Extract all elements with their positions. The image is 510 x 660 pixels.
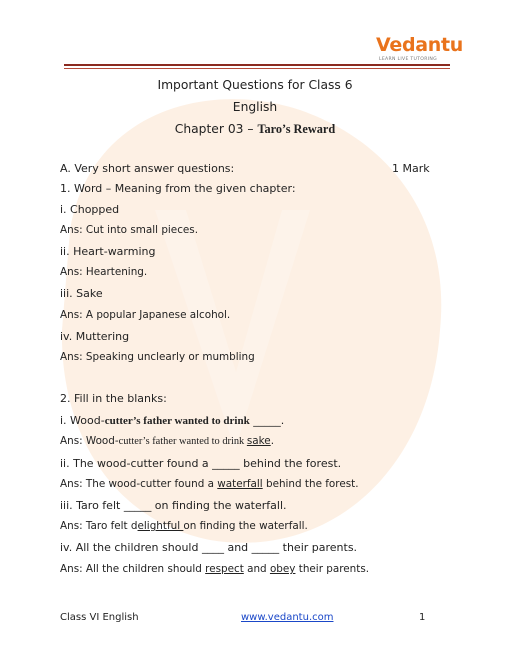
blank-question: iii. Taro felt _____ on finding the waterfall. [60,499,287,512]
blank-answer [60,478,359,490]
word-answer: Ans: A popular Japanese alcohol. [60,309,231,321]
answer-text: Ans: Wood- [60,435,119,447]
answer-text: Ans: The wood-cutter found a [60,478,218,490]
answer-text: . [270,435,274,447]
answer-word: obey [269,563,296,575]
word-answer: Ans: Speaking unclearly or mumbling [60,351,255,363]
blank-question-text: i. Wood- [60,414,105,427]
logo-wordmark: Vedantu [376,34,464,56]
chapter-name: Taro’s Reward [257,122,336,136]
question-2-heading: 2. Fill in the blanks: [60,392,167,405]
blank-answer [60,563,369,575]
word-question: iii. Sake [60,287,103,300]
section-heading: A. Very short answer questions: [60,162,235,175]
blank-answer [60,435,274,447]
page-number: 1 [419,612,426,623]
answer-text: Ans: Taro felt d [60,520,138,532]
word-question: iv. Muttering [60,330,130,343]
answer-word: sake [246,435,271,447]
answer-text: on finding the waterfall. [183,520,308,532]
word-question: i. Chopped [60,203,120,216]
answer-word: respect [205,563,244,575]
answer-word: elightful [137,520,184,532]
answer-text: and [243,563,270,575]
blank-question-blank: _____. [249,414,285,427]
word-answer: Ans: Cut into small pieces. [60,224,199,236]
answer-text: Ans: All the children should [60,563,206,575]
blank-answer [60,520,308,532]
answer-text: cutter’s father wanted to drink [118,436,247,447]
document-title: Important Questions for Class 6 [157,78,353,92]
chapter-prefix: Chapter 03 – [174,122,254,136]
document-subject: English [232,100,278,114]
answer-word: waterfall [217,478,263,490]
blank-question: iv. All the children should ____ and _____ their parents. [60,541,358,554]
word-question: ii. Heart-warming [60,245,156,258]
answer-text: their parents. [295,563,370,575]
blank-question: ii. The wood-cutter found a _____ behind the forest. [60,457,342,470]
logo-tagline: LEARN LIVE TUTORING [379,57,437,62]
footer-class-label: Class VI English [60,612,139,623]
vedantu-logo[interactable] [376,34,464,64]
header-rule-thin [64,68,450,69]
footer-website-link[interactable]: www.vedantu.com [241,612,334,623]
marks-label: 1 Mark [392,162,430,175]
word-answer: Ans: Heartening. [60,266,148,278]
blank-question [60,414,284,427]
header-rule [64,64,450,66]
chapter-title [0,122,510,137]
blank-question-bold: cutter’s father wanted to drink [104,415,250,427]
question-1-heading: 1. Word – Meaning from the given chapter: [60,182,296,195]
answer-text: behind the forest. [262,478,359,490]
